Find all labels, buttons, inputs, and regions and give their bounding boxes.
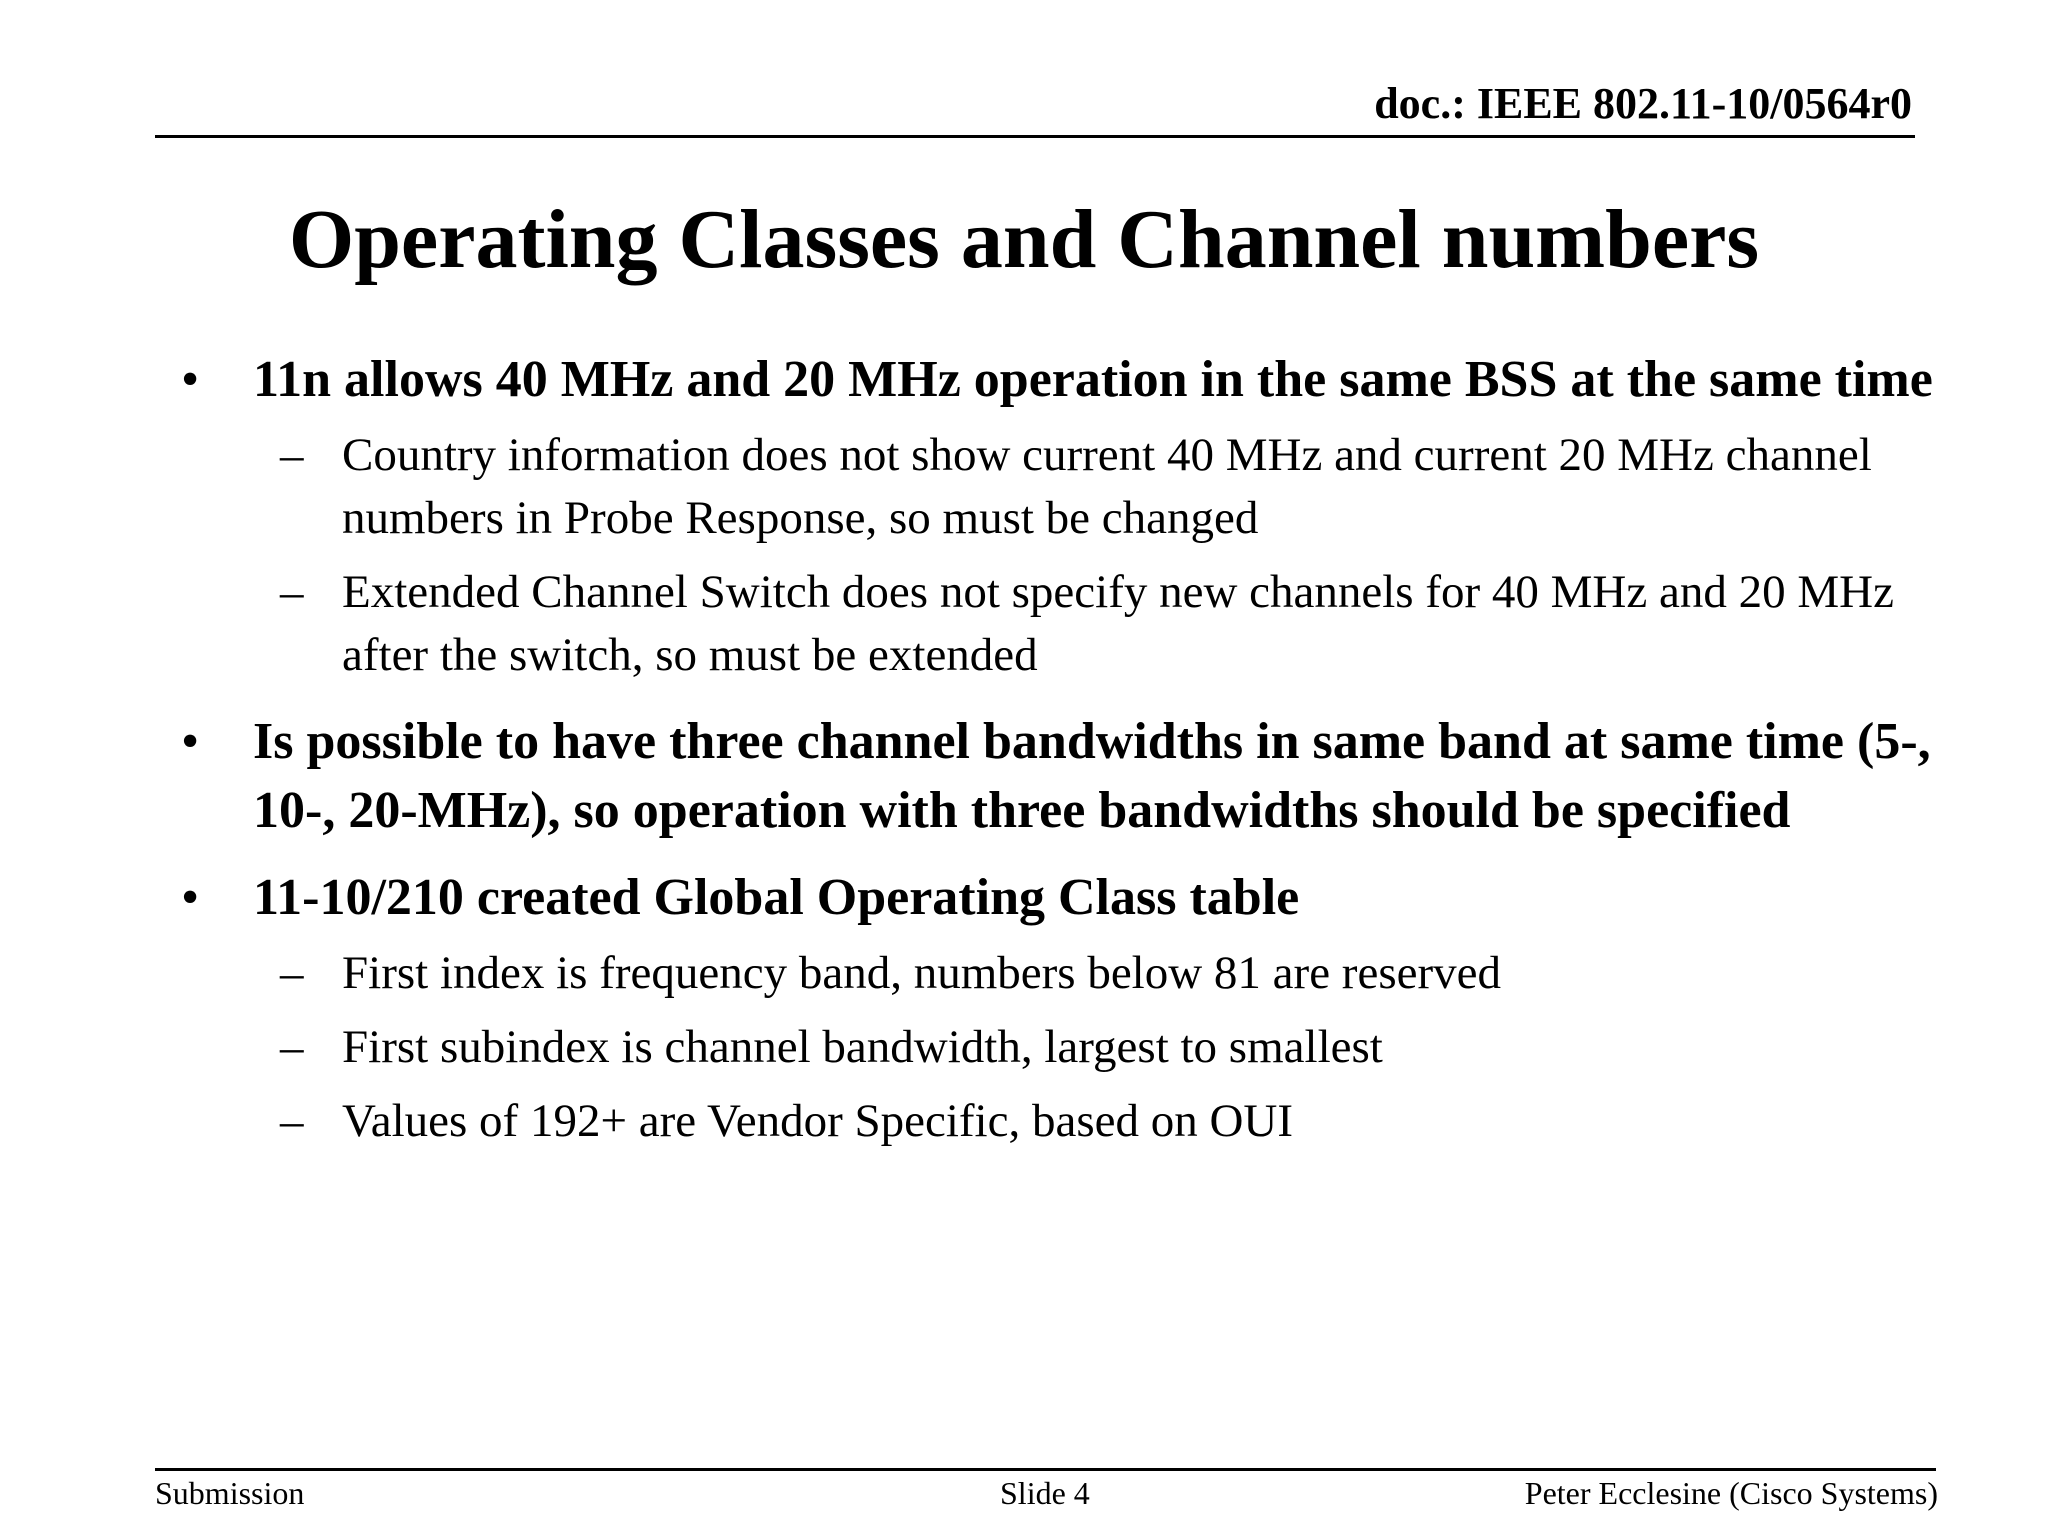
sub-bullet-text: First subindex is channel bandwidth, largest to smallest — [342, 1021, 1383, 1073]
dash-marker: – — [280, 566, 304, 618]
dash-marker: – — [280, 947, 304, 999]
sub-bullet-text: Extended Channel Switch does not specify new channels for 40 MHz and 20 MHz after the switch, so must be extended — [342, 566, 1894, 681]
bullet-marker: • — [181, 713, 200, 770]
bullet-item — [175, 707, 2005, 845]
bullet-text: Is possible to have three channel bandwidths in same band at same time (5-, 10-, 20-MHz), so operation with three bandwidths should be specified — [253, 713, 1931, 839]
slide-content — [175, 345, 2005, 1173]
sub-bullet-text: Country information does not show current 40 MHz and current 20 MHz channel numbers in Probe Response, so must be changed — [342, 429, 1872, 544]
bullet-text: 11-10/210 created Global Operating Class table — [253, 869, 1300, 926]
header-divider — [155, 135, 1915, 138]
sub-bullet-item — [280, 1016, 2005, 1079]
dash-marker: – — [280, 429, 304, 481]
sub-bullet-item — [280, 1090, 2005, 1153]
sub-bullet-list — [280, 424, 2005, 687]
sub-bullet-text: First index is frequency band, numbers below 81 are reserved — [342, 947, 1501, 999]
document-header: doc.: IEEE 802.11-10/0564r0 — [1374, 79, 1912, 128]
dash-marker: – — [280, 1095, 304, 1147]
bullet-text: 11n allows 40 MHz and 20 MHz operation in the same BSS at the same time — [253, 351, 1933, 408]
sub-bullet-item — [280, 942, 2005, 1005]
sub-bullet-item — [280, 561, 2005, 687]
sub-bullet-list — [280, 942, 2005, 1153]
bullet-marker: • — [181, 869, 200, 926]
footer-slide-number: Slide 4 — [1000, 1475, 1090, 1511]
footer-divider — [155, 1468, 1936, 1471]
bullet-item — [175, 863, 2005, 932]
sub-bullet-text: Values of 192+ are Vendor Specific, based on OUI — [342, 1095, 1294, 1147]
bullet-item — [175, 345, 2005, 414]
sub-bullet-item — [280, 424, 2005, 550]
dash-marker: – — [280, 1021, 304, 1073]
footer-submission: Submission — [155, 1475, 305, 1511]
footer-author: Peter Ecclesine (Cisco Systems) — [1524, 1475, 1938, 1511]
slide-title: Operating Classes and Channel numbers — [288, 193, 1760, 286]
bullet-marker: • — [181, 351, 200, 408]
